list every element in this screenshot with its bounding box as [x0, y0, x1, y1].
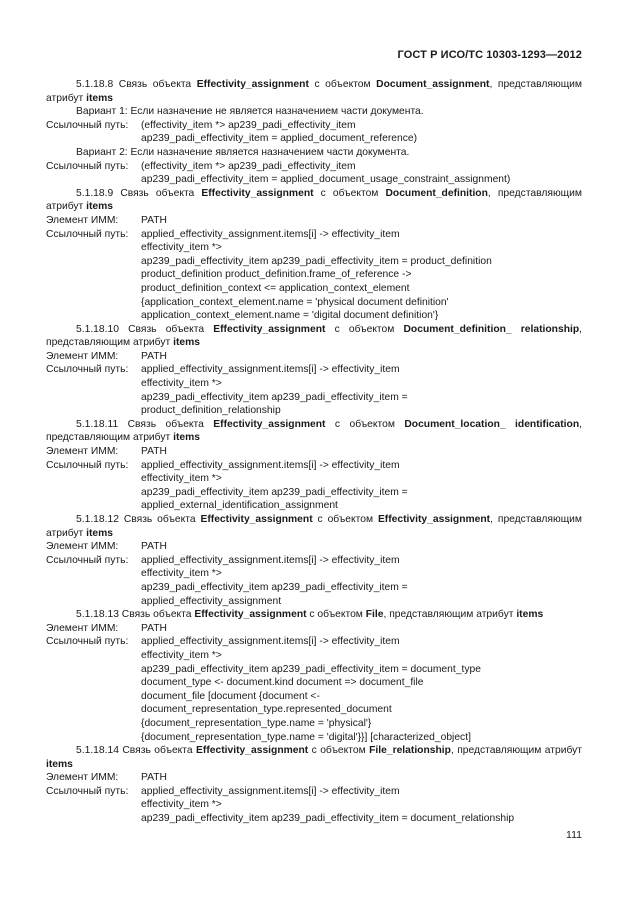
- path-line: ap239_padi_effectivity_item ap239_padi_effectivity_item = product_definition: [141, 255, 492, 267]
- path-line: applied_effectivity_assignment.items[i] -> effectivity_item: [141, 636, 400, 648]
- reference-path-row: [46, 554, 582, 568]
- imm-element-value: PATH: [141, 772, 167, 784]
- path-line: (effectivity_item *> ap239_padi_effectivity_item: [141, 119, 356, 131]
- path-line: product_definition_relationship: [141, 405, 281, 417]
- imm-element-label: Элемент ИММ:: [46, 214, 119, 226]
- reference-path-label: Ссылочный путь:: [46, 160, 129, 172]
- path-line: ap239_padi_effectivity_item = applied_document_reference): [141, 133, 418, 145]
- reference-path-row: [46, 363, 582, 377]
- path-line: document_file [document {document <-: [141, 690, 320, 702]
- imm-element-label: Элемент ИММ:: [46, 350, 119, 362]
- clause-5-1-18-13-heading: 5.1.18.13 Связь объекта Effectivity_assignment с объектом File, представляющим атрибут items: [76, 609, 544, 621]
- imm-element-value: PATH: [141, 214, 167, 226]
- reference-path-label: Ссылочный путь:: [46, 554, 129, 566]
- path-line: ap239_padi_effectivity_item ap239_padi_effectivity_item =: [141, 486, 408, 498]
- reference-path-row: [46, 785, 582, 799]
- path-line: applied_effectivity_assignment.items[i] -> effectivity_item: [141, 228, 400, 240]
- path-line: ap239_padi_effectivity_item = applied_document_usage_constraint_assignment): [141, 174, 511, 186]
- path-line: effectivity_item *>: [141, 799, 222, 811]
- imm-element-label: Элемент ИММ:: [46, 772, 119, 784]
- reference-path-label: Ссылочный путь:: [46, 785, 129, 797]
- reference-path-label: Ссылочный путь:: [46, 459, 129, 471]
- reference-path-label: Ссылочный путь:: [46, 636, 129, 648]
- clause-5-1-18-12-heading: 5.1.18.12 Связь объекта Effectivity_assignment с объектом Effectivity_assignment, представляющим атрибут items: [46, 514, 582, 539]
- reference-path-label: Ссылочный путь:: [46, 119, 129, 131]
- path-line: ap239_padi_effectivity_item ap239_padi_effectivity_item = document_type: [141, 663, 481, 675]
- path-line: (effectivity_item *> ap239_padi_effectivity_item: [141, 160, 356, 172]
- imm-element-row: [46, 214, 582, 228]
- path-line: ap239_padi_effectivity_item ap239_padi_effectivity_item =: [141, 391, 408, 403]
- path-line: effectivity_item *>: [141, 568, 222, 580]
- imm-element-row: [46, 350, 582, 364]
- reference-path-row: [46, 635, 582, 649]
- path-line: ap239_padi_effectivity_item ap239_padi_effectivity_item =: [141, 581, 408, 593]
- imm-element-label: Элемент ИММ:: [46, 446, 119, 458]
- clause-5-1-18-14-heading: 5.1.18.14 Связь объекта Effectivity_assignment с объектом File_relationship, представляющим атрибут items: [46, 745, 582, 770]
- imm-element-value: PATH: [141, 622, 167, 634]
- imm-element-row: [46, 771, 582, 785]
- path-line: applied_effectivity_assignment.items[i] -> effectivity_item: [141, 364, 400, 376]
- variant-2-text: Вариант 2: Если назначение является назначением части документа.: [76, 146, 410, 158]
- page-number: 111: [566, 829, 582, 841]
- reference-path-label: Ссылочный путь:: [46, 364, 129, 376]
- path-line: {application_context_element.name = 'physical document definition': [141, 296, 449, 308]
- imm-element-row: [46, 622, 582, 636]
- path-line: applied_effectivity_assignment.items[i] -> effectivity_item: [141, 554, 400, 566]
- path-line: effectivity_item *>: [141, 242, 222, 254]
- reference-path-row: [46, 160, 582, 174]
- clause-5-1-18-10-heading: 5.1.18.10 Связь объекта Effectivity_assignment с объектом Document_definition_ relationship, представляющим атрибут items: [46, 323, 583, 349]
- standard-header: ГОСТ Р ИСО/ТС 10303-1293—2012: [397, 49, 582, 61]
- clause-5-1-18-11-heading: 5.1.18.11 Связь объекта Effectivity_assignment с объектом Document_location_ identification, представляющим атрибут items: [46, 418, 582, 444]
- path-line: applied_external_identification_assignment: [141, 500, 338, 512]
- path-line: applied_effectivity_assignment.items[i] -> effectivity_item: [141, 459, 400, 471]
- path-line: product_definition product_definition.frame_of_reference ->: [141, 269, 412, 281]
- clause-5-1-18-9-heading: 5.1.18.9 Связь объекта Effectivity_assignment с объектом Document_definition, представляющим атрибут items: [46, 187, 582, 213]
- imm-element-row: [46, 540, 582, 554]
- path-line: {document_representation_type.name = 'digital'}}] [characterized_object]: [141, 731, 471, 743]
- reference-path-row: [46, 119, 582, 133]
- reference-path-row: [46, 459, 582, 473]
- imm-element-value: PATH: [141, 350, 167, 362]
- path-line: application_context_element.name = 'digital document definition'}: [141, 310, 439, 322]
- imm-element-value: PATH: [141, 541, 167, 553]
- path-line: applied_effectivity_assignment.items[i] -> effectivity_item: [141, 785, 400, 797]
- reference-path-label: Ссылочный путь:: [46, 228, 129, 240]
- imm-element-label: Элемент ИММ:: [46, 622, 119, 634]
- path-line: ap239_padi_effectivity_item ap239_padi_effectivity_item = document_relationship: [141, 813, 515, 825]
- imm-element-value: PATH: [141, 446, 167, 458]
- path-line: applied_effectivity_assignment: [141, 595, 282, 607]
- path-line: document_representation_type.represented_document: [141, 704, 392, 716]
- path-line: document_type <- document.kind document => document_file: [141, 677, 424, 689]
- path-line: {document_representation_type.name = 'physical'}: [141, 717, 372, 729]
- variant-1-text: Вариант 1: Если назначение не является назначением части документа.: [76, 106, 424, 118]
- path-line: effectivity_item *>: [141, 649, 222, 661]
- page-content: [46, 78, 582, 826]
- path-line: product_definition_context <= application_context_element: [141, 282, 410, 294]
- path-line: effectivity_item *>: [141, 473, 222, 485]
- reference-path-row: [46, 228, 582, 242]
- imm-element-row: [46, 445, 582, 459]
- clause-5-1-18-8-heading: 5.1.18.8 Связь объекта Effectivity_assignment с объектом Document_assignment, представляющим атрибут items: [46, 79, 582, 104]
- path-line: effectivity_item *>: [141, 378, 222, 390]
- imm-element-label: Элемент ИММ:: [46, 541, 119, 553]
